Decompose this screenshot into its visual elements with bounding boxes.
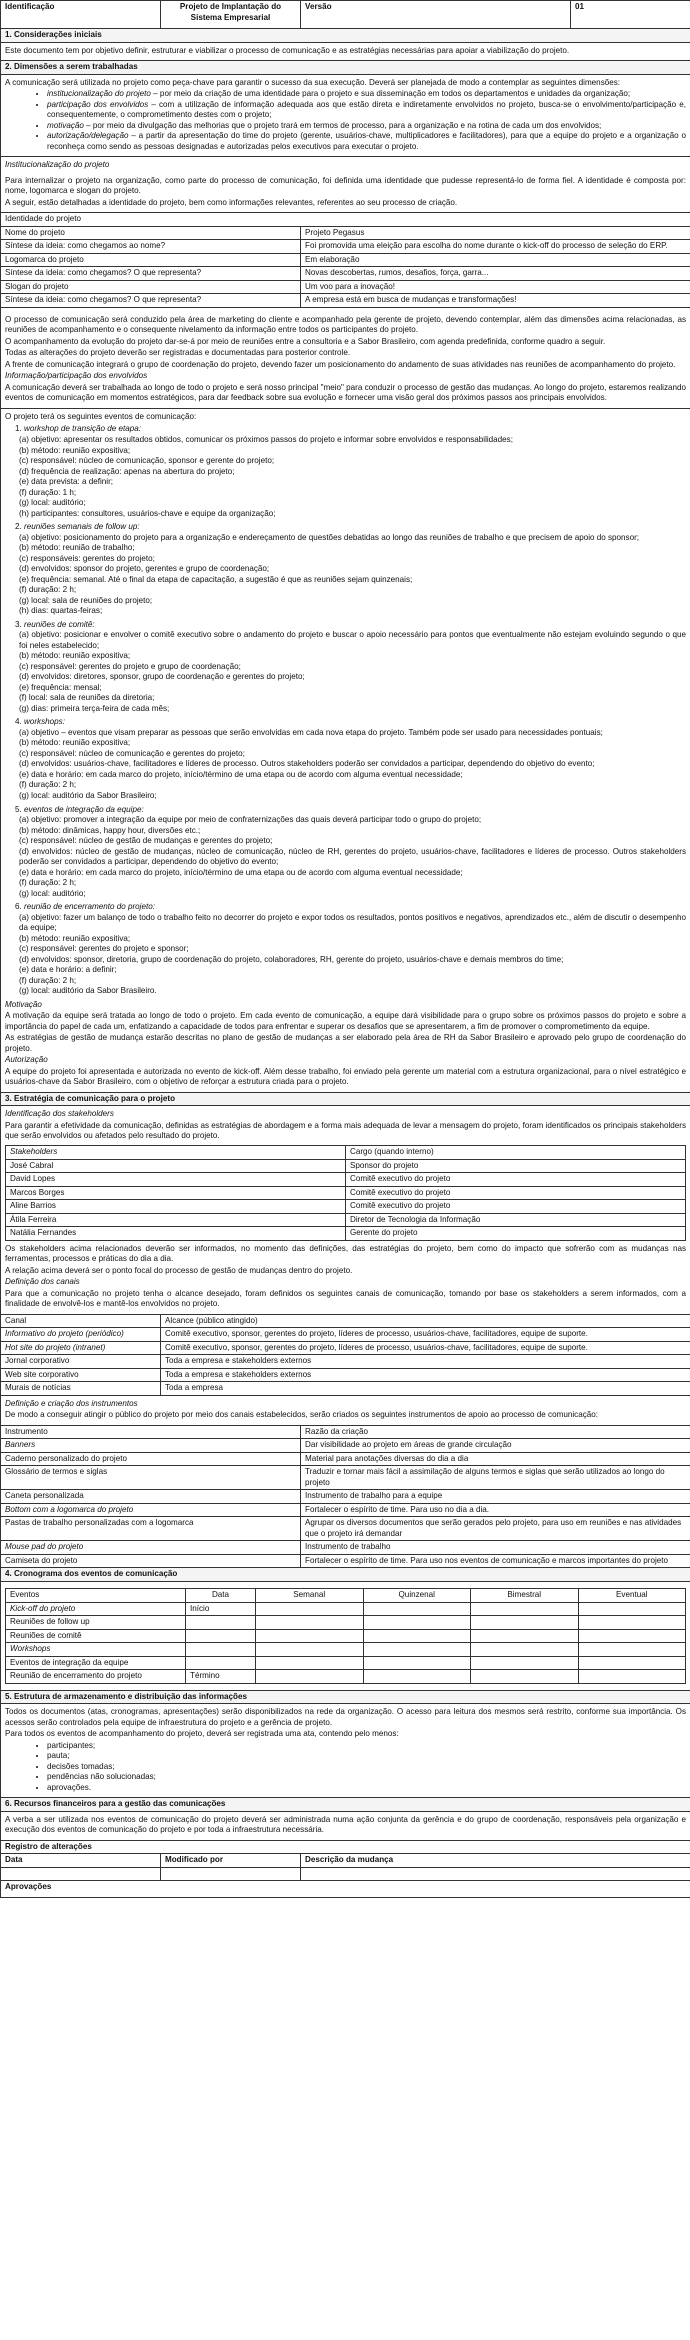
stakeholders-paragraph: Para garantir a efetividade da comunicação, definidas as estratégias de abordagem e a forma mais adequada de levar a mensagem do projeto, foram identificados os principais stakeholders que serão envolvidos ou afetados pelo resultado do projeto. [5,1120,686,1141]
events-intro: O projeto terá os seguintes eventos de comunicação: [5,411,197,421]
stakeholder-row: Aline Barrios Comitê executivo do projeto [6,1200,686,1214]
channel-row: Jornal corporativo Toda a empresa e stakeholders externos [1,1355,690,1369]
section-2-body [1,74,690,157]
header-identification: Identificação [1,1,161,29]
motivation-title: Motivação [5,999,42,1009]
stakeholders-header-row: Stakeholders Cargo (quando interno) [6,1145,686,1159]
document-header [1,1,690,29]
dimensions-intro: A comunicação será utilizada no projeto como peça-chave para garantir o sucesso da sua execução. Deverá ser planejada de modo a contemplar as seguintes dimensões: [5,77,621,87]
channel-row: Web site corporativo Toda a empresa e stakeholders externos [1,1368,690,1382]
event-item: 4. workshops: (a) objetivo – eventos que visam preparar as pessoas que serão envolvidas em cada nova etapa do projeto. Também pode ser usado para necessidades pontuais; (b) método: reunião expositiva; (c) responsável: núcleo de comunicação e gerentes do projeto; (d) envolvidos: usuários-chave, facilitadores e líderes de processo. Outros stakeholders poderão ser convidados a participar, dependendo do objetivo do evento; (e) data e horário: em cada marco do projeto, início/término de uma etapa ou de acordo com alguma eventual necessidade; (f) duração: 2 h; (g) local: auditório da Sabor Brasileiro; [15,717,603,800]
section-1-title: 1. Considerações iniciais [1,29,690,43]
section-2-title: 2. Dimensões a serem trabalhadas [1,61,690,75]
stakeholder-row: Natália Fernandes Gerente do projeto [6,1227,686,1241]
minutes-item: • pauta; [47,1751,686,1762]
event-item: 5. eventos de integração da equipe: (a) objetivo: promover a integração da equipe por meio de confraternizações das quais deverá participar todo o grupo do projeto; (b) método: dinâmicas, happy hour, diversões etc.; (c) responsável: núcleo de gestão de mudanças e gerentes do projeto; (d) envolvidos: núcleo de gestão de mudanças, núcleo de comunicação, núcleo de RH, gerentes do projeto, usuários-chave, facilitadores e líderes de processo. Outros stakeholders poderão ser convidados a participar, dependendo do objetivo do evento; (e) data e horário: em cada marco do projeto, início/término de uma etapa ou de acordo com alguma eventual necessidade; (f) duração: 2 h; (g) local: auditório; [15,804,686,898]
instrument-row: Caneta personalizada Instrumento de trabalho para a equipe [1,1490,690,1504]
channels-header-row: Canal Alcance (público atingido) [1,1314,690,1328]
identity-row: Síntese da ideia: como chegamos? O que representa? Novas descobertas, rumos, desafios, força, garra... [1,267,690,281]
identity-row: Nome do projeto Projeto Pegasus [1,226,690,240]
schedule-row: Reunião de encerramento do projeto Término [6,1670,686,1684]
section-6-body [1,1811,690,1840]
identity-row: Síntese da ideia: como chegamos ao nome? Foi promovida uma eleição para escolha do nome durante o kick-off do processo de seleção do ERP. [1,240,690,254]
section-1-body [1,42,690,61]
instrument-row: Bottom com a logomarca do projeto Fortalecer o espírito de time. Para uso no dia a dia. [1,1503,690,1517]
authorization-title: Autorização [5,1055,48,1065]
minutes-list [5,1741,686,1794]
channel-row: Informativo do projeto (periódico) Comitê executivo, sponsor, gerentes do projeto, líderes de processo, usuários-chave, facilitadores, equipe de suporte. [1,1328,690,1342]
instrument-row: Banners Dar visibilidade ao projeto em áreas de grande circulação [1,1439,690,1453]
schedule-block [1,1582,690,1691]
event-item: 2. reuniões semanais de follow up: (a) objetivo: posicionamento do projeto para a organização e endereçamento de questões debatidas ao longo das reuniões de trabalho e que precisem de apoio do sponsor; (b) método: reunião de trabalho; (c) responsáveis: gerentes do projeto; (d) envolvidos: sponsor do projeto, gerentes e grupo de coordenação; (e) frequência: semanal. Até o final da etapa de capacitação, a sugestão é que as reuniões sejam quinzenais; (f) duração: 2 h; (g) local: sala de reuniões do projeto; (h) dias: quartas-feiras; [15,522,640,616]
event-item: 1. workshop de transição de etapa: (a) objetivo: apresentar os resultados obtidos, comunicar os próximos passos do projeto e informar sobre envolvidos e responsabilidades; (b) método: reunião expositiva; (c) responsável: núcleo de comunicação, sponsor e gerente do projeto; (d) frequência de realização: apenas na abertura do projeto; (e) data prevista: a definir; (f) duração: 1 h; (g) local: auditório; (h) participantes: consultores, usuários-chave e equipe da organização; [15,424,513,518]
authorization-paragraph: A equipe do projeto foi apresentada e autorizada no evento de kick-off. Além desse trabalho, foi enviado pela gerente um material com a estrutura organizacional, para o nível estratégico e usuários-chave da Sabor Brasileiro, com o objetivo de reforçar a estrutura criada para o projeto. [5,1066,686,1087]
section-4-title: 4. Cronograma dos eventos de comunicação [1,1568,690,1582]
motivation-paragraph: A motivação da equipe será tratada ao longo de todo o projeto. Em cada evento de comunicação, a equipe dará visibilidade para o grupo sobre os próximos passos do projeto e sobre a importância do papel de cada um, enfatizando a capacidade de todos para enfrentar e superar os desafios que se apresentarem, a fim de promover o comprometimento da equipe. [5,1011,686,1031]
schedule-row: Eventos de integração da equipe [6,1656,686,1670]
minutes-item: • decisões tomadas; [47,1762,686,1773]
finance-paragraph: A verba a ser utilizada nos eventos de comunicação do projeto deverá ser administrada numa ação conjunta da gerência e do grupo de coordenação, responsáveis pela organização e execução dos eventos de comunicação do projeto e por toda a infraestrutura necessária. [5,1814,686,1835]
events-block [1,408,690,1092]
header-version-label: Versão [301,1,571,29]
participation-paragraph: A comunicação deverá ser trabalhada ao longo de todo o projeto e será nosso principal "meio" para conduzir o processo de gestão das mudanças. Ao longo do projeto, estaremos realizando eventos de comunicação em momentos estratégicos, para dar feedback sobre sua evolução e fornecer uma visão geral dos próximos passos aos principais envolvidos. [5,382,686,403]
instrument-row: Mouse pad do projeto Instrumento de trabalho [1,1541,690,1555]
changes-header-row: Data Modificado por Descrição da mudança [1,1854,690,1868]
instruments-block [1,1395,690,1425]
changes-empty-row [1,1867,690,1880]
schedule-header-row: Eventos Data Semanal Quinzenal Bimestral Eventual [6,1589,686,1603]
dimension-item: • motivação – por meio da divulgação das melhorias que o projeto trará em termos de processo, para a organização e na rotina de cada um dos envolvidos; [47,121,686,132]
channel-row: Hot site do projeto (intranet) Comitê executivo, sponsor, gerentes do projeto, líderes de processo, usuários-chave, facilitadores, equipe de suporte. [1,1341,690,1355]
process-paragraph: Todas as alterações do projeto deverão ser registradas e documentadas para posterior controle. [5,348,351,358]
process-paragraph: O acompanhamento da evolução do projeto dar-se-á por meio de reuniões entre a consultoria e a Sabor Brasileiro, com agenda predefinida, conforme quadro a seguir. [5,336,606,346]
stakeholders-table [5,1145,686,1241]
institutionalization-paragraph: A seguir, estão detalhadas a identidade do projeto, bem como informações relevantes, referentes ao seu processo de criação. [5,197,458,207]
identity-row: Síntese da ideia: como chegamos? O que representa? A empresa está em busca de mudanças e transformações! [1,294,690,308]
schedule-table [5,1588,686,1684]
events-list [5,424,686,996]
section-1-text: Este documento tem por objetivo definir, estruturar e viabilizar o processo de comunicação e as estratégias necessárias para apoiar a viabilização do projeto. [5,45,570,55]
section-3-body [1,1106,690,1314]
instrument-row: Glossário de termos e siglas Traduzir e tornar mais fácil a assimilação de alguns termos e siglas que serão utilizados ao longo do projeto [1,1466,690,1490]
identity-row: Logomarca do projeto Em elaboração [1,253,690,267]
identity-row: Slogan do projeto Um voo para a inovação! [1,280,690,294]
header-version-value: 01 [571,1,690,29]
process-block [1,307,690,408]
dimensions-list [5,89,686,152]
changes-title: Registro de alterações [1,1840,690,1854]
schedule-row: Reuniões de follow up [6,1616,686,1630]
instrument-row: Caderno personalizado do projeto Material para anotações diversas do dia a dia [1,1452,690,1466]
institutionalization-paragraph: Para internalizar o projeto na organização, como parte do processo de comunicação, foi definida uma identidade que pudesse representá-lo de forma fiel. A identidade é composta por: nome, logomarca e slogan do projeto. [5,175,686,196]
dimension-item: • institucionalização do projeto – por meio da criação de uma identidade para o projeto e sua disseminação em todos os departamentos e unidades da organização; [47,89,686,100]
stakeholder-row: Átila Ferreira Diretor de Tecnologia da Informação [6,1213,686,1227]
minutes-item: • aprovações. [47,1783,686,1794]
section-5-title: 5. Estrutura de armazenamento e distribuição das informações [1,1690,690,1704]
participation-title: Informação/participação dos envolvidos [5,371,148,381]
section-5-body [1,1704,690,1798]
process-paragraph: A frente de comunicação integrará o grupo de coordenação do projeto, devendo fazer um posicionamento do andamento de suas atividades nas reuniões de acompanhamento do projeto. [5,359,676,369]
channels-title: Definição dos canais [5,1277,80,1287]
stakeholders-after: A relação acima deverá ser o ponto focal do processo de gestão de mudanças dentro do projeto. [5,1265,353,1275]
dimension-item: • participação dos envolvidos – com a utilização de informação adequada aos que estão direta e indiretamente envolvidos no projeto, busca-se o envolvimento/participação e, consequentemente, o comprometimento destes com o projeto; [47,100,686,121]
minutes-item: • pendências não solucionadas; [47,1772,686,1783]
channels-paragraph: Para que a comunicação no projeto tenha o alcance desejado, foram definidos os seguintes canais de comunicação, tomando por base os stakeholders a serem informados, com a finalidade de envolvê-los e mantê-los envolvidos no projeto. [5,1288,686,1309]
schedule-row: Workshops [6,1643,686,1657]
stakeholders-after: Os stakeholders acima relacionados deverão ser informados, no momento das definições, das estratégias do projeto, bem como do impacto que sofrerão com as mudanças nas ferramentas, processos e práticas do dia a dia. [5,1243,686,1264]
institutionalization-block [1,157,690,213]
stakeholder-row: José Cabral Sponsor do projeto [6,1159,686,1173]
stakeholder-row: Marcos Borges Comitê executivo do projeto [6,1186,686,1200]
instrument-row: Pastas de trabalho personalizadas com a logomarca Agrupar os diversos documentos que serão gerados pelo projeto, para uso em reuniões e nas atividades que o projeto irá demandar [1,1517,690,1541]
identity-table-header: Identidade do projeto [1,213,690,227]
instruments-header-row: Instrumento Razão da criação [1,1425,690,1439]
section-6-title: 6. Recursos financeiros para a gestão das comunicações [1,1798,690,1812]
section-3-title: 3. Estratégia de comunicação para o projeto [1,1092,690,1106]
dimension-item: • autorização/delegação – a partir da apresentação do time do projeto (gerente, usuários-chave, multiplicadores e facilitadores), para que a equipe do projeto e a organização o reconheça como sendo as pessoas designadas e autorizadas pelos executivos para executar o projeto. [47,131,686,152]
process-paragraph: O processo de comunicação será conduzido pela área de marketing do cliente e acompanhado pela gerente de projeto, devendo contemplar, além das dimensões acima relacionadas, as reuniões de acompanhamento e o consequente nivelamento da informação entre todos os participantes do projeto. [5,314,686,335]
motivation-paragraph: As estratégias de gestão de mudança estarão descritas no plano de gestão de mudanças a ser elaborado pela área de RH da Sabor Brasileiro e aprovado pelo grupo de coordenação do projeto. [5,1033,686,1053]
instruments-title: Definição e criação dos instrumentos [5,1398,138,1408]
instruments-paragraph: De modo a conseguir atingir o público do projeto por meio dos canais estabelecidos, serão criados os seguintes instrumentos de apoio ao processo de comunicação: [5,1410,598,1420]
stakeholders-title: Identificação dos stakeholders [5,1109,114,1119]
schedule-row: Reuniões de comitê [6,1629,686,1643]
event-item: 3. reuniões de comitê: (a) objetivo: posicionar e envolver o comitê executivo sobre o andamento do projeto e buscar o apoio necessário para pontos que eventualmente não estejam evoluindo segundo o que foi neles estabelecido; (b) método: reunião expositiva; (c) responsável: gerentes do projeto e grupo de coordenação; (d) envolvidos: diretores, sponsor, grupo de coordenação e gerentes do projeto; (e) frequência: mensal; (f) local: sala de reuniões da diretoria; (g) dias: primeira terça-feira de cada mês; [15,619,686,713]
storage-paragraph: Para todos os eventos de acompanhamento do projeto, deverá ser registrada uma ata, contendo pelo menos: [5,1729,399,1739]
schedule-row: Kick-off do projeto Início [6,1602,686,1616]
storage-paragraph: Todos os documentos (atas, cronogramas, apresentações) serão disponibilizados na rede da organização. O acesso para leitura dos mesmos será restrito, conforme sua importância. Os acessos serão controlados pela equipe de infraestrutura do projeto e a gerência de projeto. [5,1707,686,1727]
header-title: Projeto de Implantação do Sistema Empresarial [161,1,301,29]
instrument-row: Camiseta do projeto Fortalecer o espírito de time. Para uso nos eventos de comunicação e marcos importantes do projeto [1,1554,690,1568]
stakeholder-row: David Lopes Comitê executivo do projeto [6,1173,686,1187]
institutionalization-title: Institucionalização do projeto [5,160,110,170]
event-item: 6. reunião de encerramento do projeto: (a) objetivo: fazer um balanço de todo o trabalho feito no decorrer do projeto e expor todos os resultados, pontos positivos e negativos, aprendizados etc., além de discutir o desempenho da equipe; (b) método: reunião expositiva; (c) responsável: gerentes do projeto e sponsor; (d) envolvidos: sponsor, diretoria, grupo de coordenação do projeto, colaboradores, RH, gerente do projeto, usuários-chave e demais membros do time; (e) data e horário: a definir; (f) duração: 2 h; (g) local: auditório da Sabor Brasileiro. [15,902,686,996]
approvals-title: Aprovações [1,1880,690,1897]
minutes-item: • participantes; [47,1741,686,1752]
channel-row: Murais de notícias Toda a empresa [1,1382,690,1396]
